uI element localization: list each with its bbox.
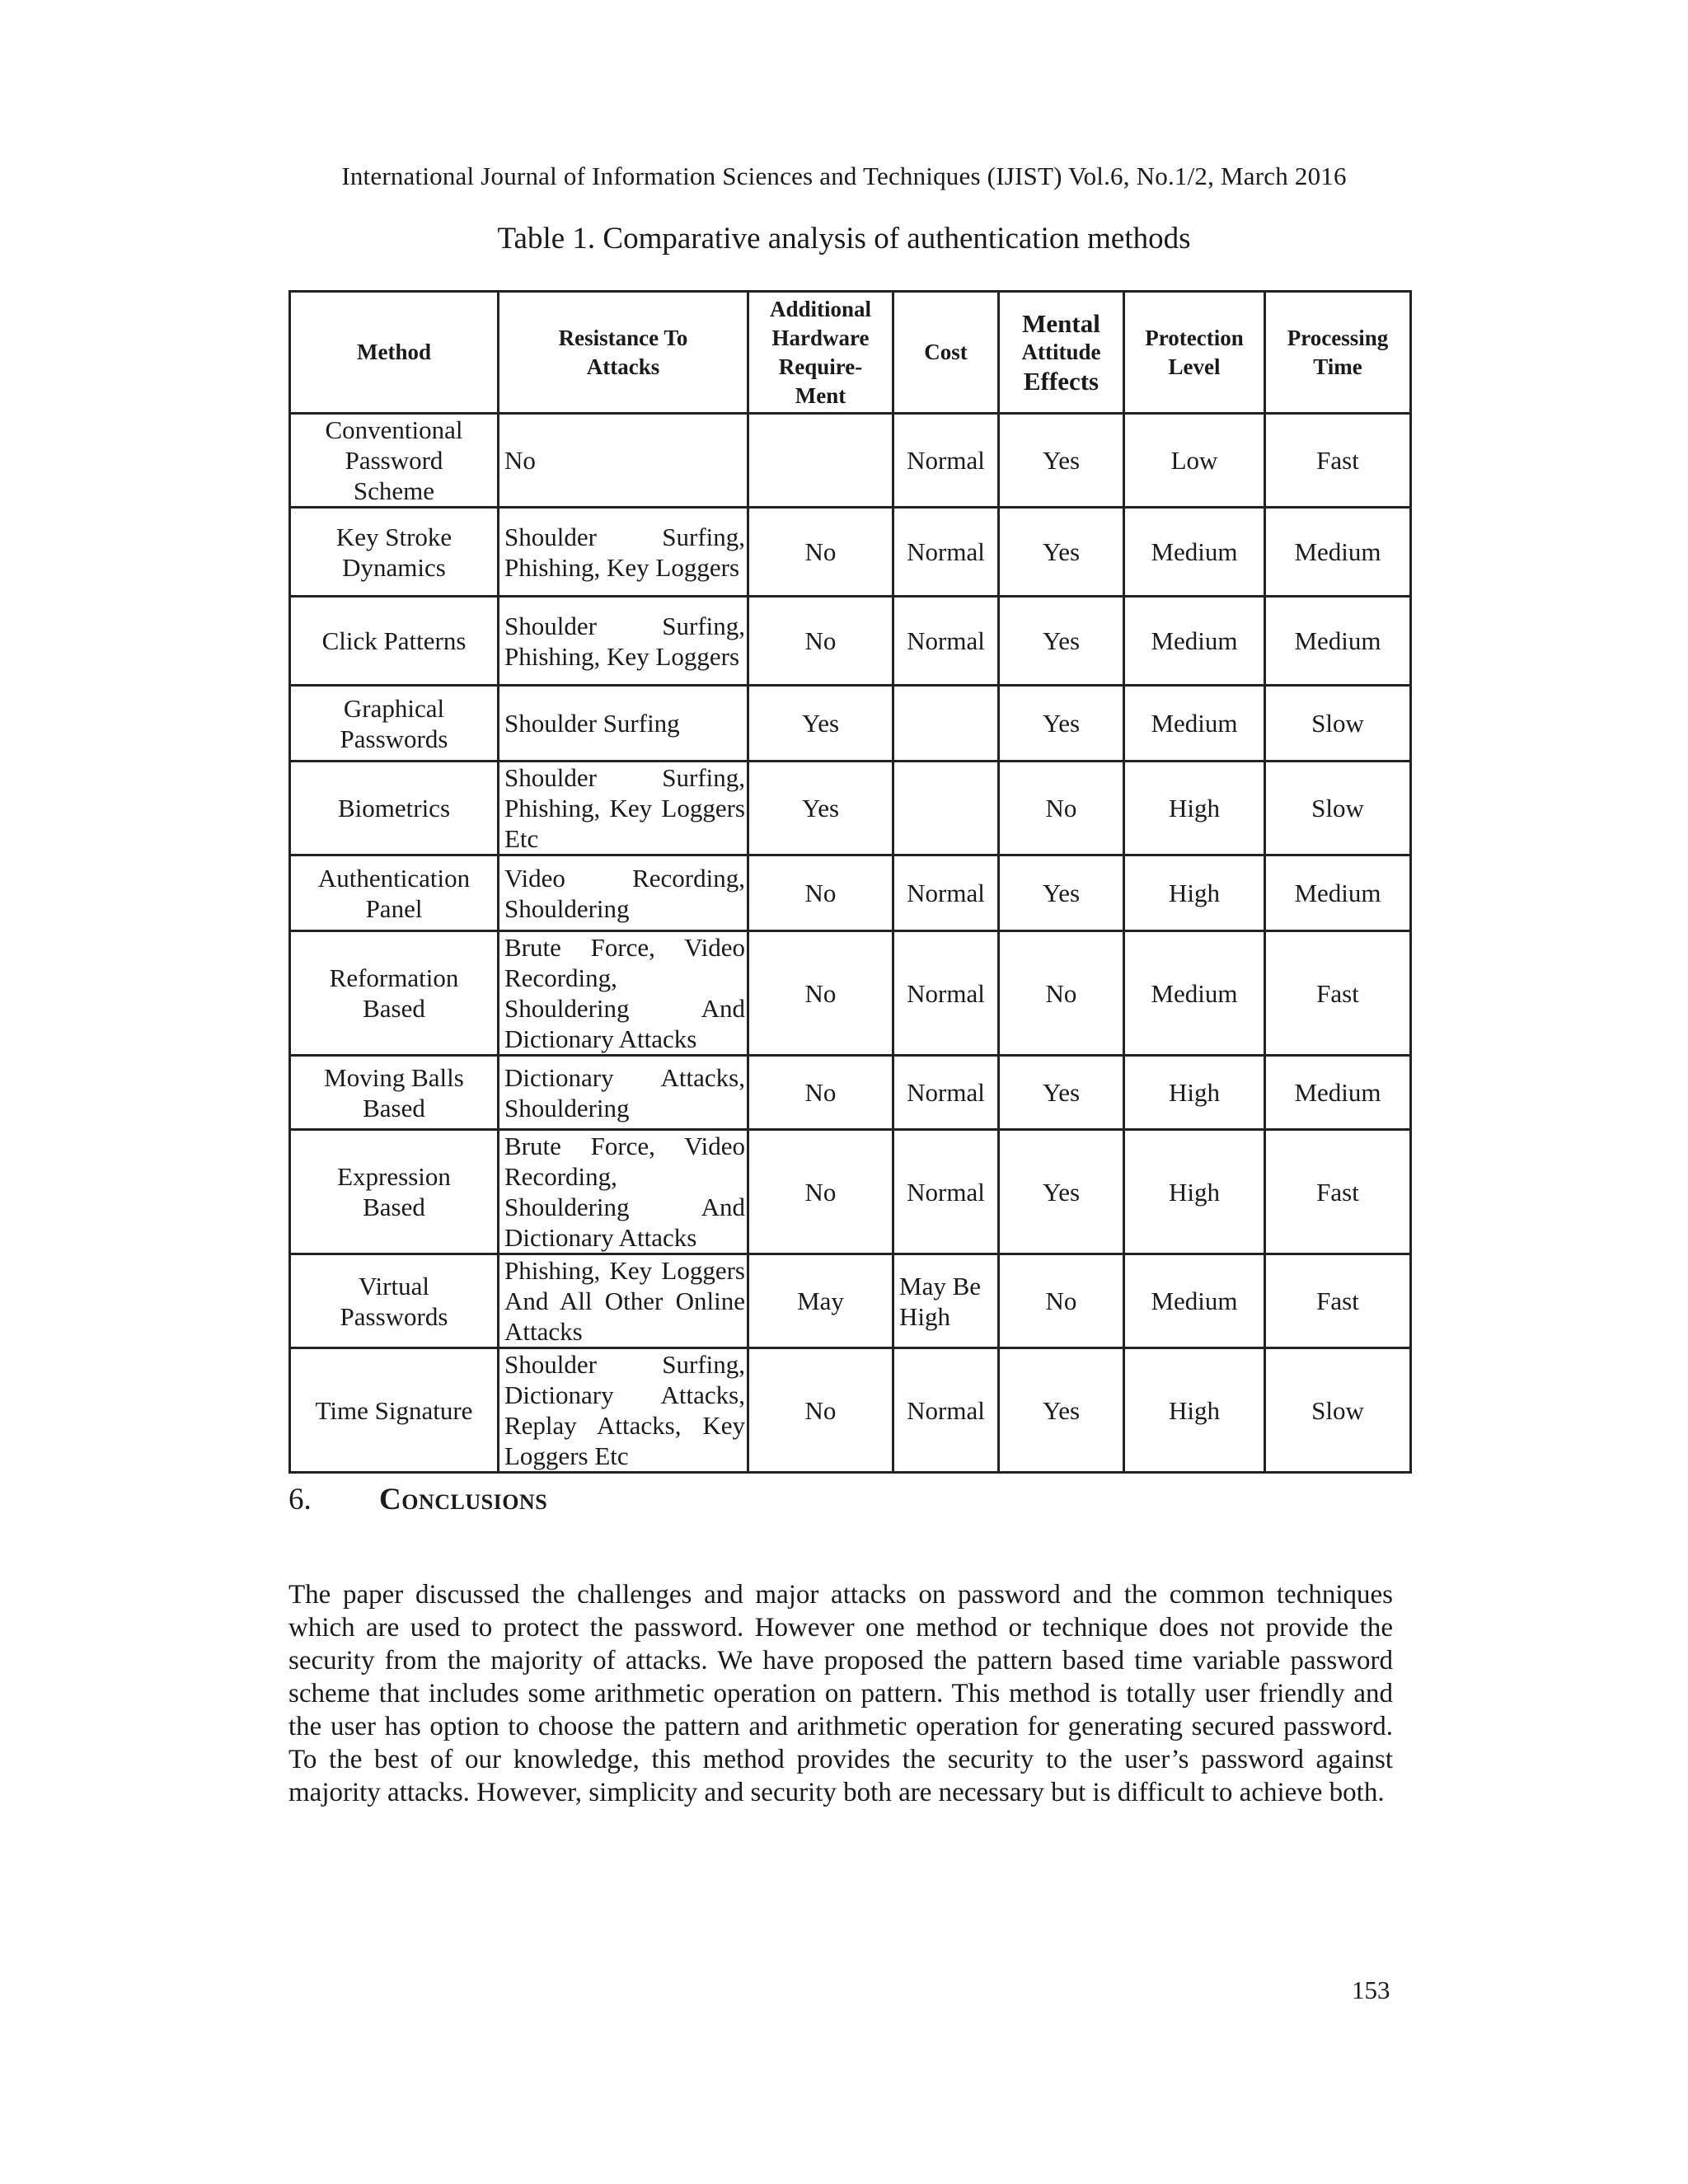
cell-mental: No <box>999 931 1124 1056</box>
method-line: Authentication <box>317 863 471 893</box>
cell-mental: No <box>999 1254 1124 1348</box>
cell-mental: Yes <box>999 414 1124 508</box>
method-line: Conventional <box>325 415 463 444</box>
cell-method <box>290 931 499 1056</box>
method-line: Biometrics <box>337 794 451 823</box>
cell-resistance: Dictionary Attacks, Shouldering <box>499 1056 748 1130</box>
cell-method <box>290 855 499 931</box>
cell-processing: Medium <box>1265 508 1411 597</box>
cell-hardware: Yes <box>748 686 893 762</box>
section-number: 6. <box>288 1483 312 1516</box>
cell-hardware: No <box>748 597 893 686</box>
cell-cost: Normal <box>893 1348 999 1473</box>
cell-hardware: Yes <box>748 762 893 855</box>
table-header-row <box>290 292 1411 414</box>
section-title: Conclusions <box>379 1483 548 1516</box>
cell-resistance: Shoulder Surfing, Phishing, Key Loggers Etc <box>499 762 748 855</box>
table-row <box>290 508 1411 597</box>
cell-resistance: No <box>499 414 748 508</box>
cell-processing: Medium <box>1265 1056 1411 1130</box>
col-header-method <box>290 292 499 414</box>
cell-hardware: No <box>748 931 893 1056</box>
col-header-line: Level <box>1168 354 1221 379</box>
cell-protection: High <box>1124 855 1265 931</box>
table-row <box>290 1254 1411 1348</box>
col-header-processing <box>1265 292 1411 414</box>
method-line: Passwords <box>340 1301 448 1331</box>
table-row <box>290 597 1411 686</box>
cell-processing: Fast <box>1265 414 1411 508</box>
cell-method <box>290 414 499 508</box>
cell-hardware <box>748 414 893 508</box>
method-line: Moving Balls <box>324 1062 464 1092</box>
cell-processing: Slow <box>1265 686 1411 762</box>
col-header-line: Processing <box>1287 325 1389 350</box>
cell-processing: Slow <box>1265 762 1411 855</box>
cell-resistance: Shoulder Surfing, Dictionary Attacks, Replay Attacks, Key Loggers Etc <box>499 1348 748 1473</box>
cell-protection: High <box>1124 1348 1265 1473</box>
comparison-table-wrapper <box>288 290 1409 1474</box>
cell-protection: Medium <box>1124 686 1265 762</box>
col-header-line: Method <box>357 340 431 364</box>
cell-resistance: Shoulder Surfing, Phishing, Key Loggers <box>499 508 748 597</box>
col-header-line: Cost <box>924 340 968 364</box>
cell-cost: Normal <box>893 508 999 597</box>
method-line: Virtual <box>359 1271 429 1301</box>
col-header-line: Attitude <box>1021 340 1101 364</box>
cell-cost: May Be High <box>893 1254 999 1348</box>
table-row <box>290 855 1411 931</box>
cell-method <box>290 597 499 686</box>
cell-cost: Normal <box>893 1130 999 1254</box>
table-row <box>290 1056 1411 1130</box>
cell-protection: Low <box>1124 414 1265 508</box>
col-header-hardware <box>748 292 893 414</box>
col-header-line: Attacks <box>586 354 660 379</box>
col-header-line: Protection <box>1145 325 1244 350</box>
method-line: Panel <box>365 893 423 923</box>
cell-cost: Normal <box>893 931 999 1056</box>
method-line: Passwords <box>340 724 448 753</box>
table-row <box>290 1130 1411 1254</box>
cell-processing: Fast <box>1265 1254 1411 1348</box>
table-caption: Table 1. Comparative analysis of authentication methods <box>497 222 1191 255</box>
col-header-mental <box>999 292 1124 414</box>
col-header-cost <box>893 292 999 414</box>
method-line: Click Patterns <box>321 626 467 655</box>
cell-hardware: No <box>748 855 893 931</box>
journal-header: International Journal of Information Sciences and Techniques (IJIST) Vol.6, No.1/2, March 2016 <box>341 162 1347 190</box>
cell-method <box>290 1254 499 1348</box>
method-line: Reformation <box>329 963 459 992</box>
cell-mental: Yes <box>999 1130 1124 1254</box>
method-line: Key Stroke <box>335 522 452 551</box>
cell-mental: Yes <box>999 597 1124 686</box>
col-header-protection <box>1124 292 1265 414</box>
cell-processing: Medium <box>1265 597 1411 686</box>
cell-mental: Yes <box>999 686 1124 762</box>
cell-mental: Yes <box>999 508 1124 597</box>
cell-processing: Medium <box>1265 855 1411 931</box>
col-header-line: Hardware <box>771 325 870 350</box>
cell-protection: Medium <box>1124 931 1265 1056</box>
col-header-line: Additional <box>769 296 872 321</box>
cell-resistance: Phishing, Key Loggers And All Other Online Attacks <box>499 1254 748 1348</box>
cell-protection: Medium <box>1124 1254 1265 1348</box>
cell-resistance: Shoulder Surfing <box>499 686 748 762</box>
comparison-table <box>288 290 1412 1474</box>
cell-hardware: No <box>748 508 893 597</box>
cell-hardware: No <box>748 1130 893 1254</box>
cell-cost: Normal <box>893 855 999 931</box>
cell-method <box>290 1130 499 1254</box>
cell-method <box>290 762 499 855</box>
page-number: 153 <box>1352 1975 1390 2004</box>
col-header-line: Time <box>1313 354 1362 379</box>
cell-protection: Medium <box>1124 597 1265 686</box>
cell-mental: Yes <box>999 855 1124 931</box>
cell-resistance: Video Recording, Shouldering <box>499 855 748 931</box>
method-line: Graphical <box>343 693 445 723</box>
cell-hardware: No <box>748 1056 893 1130</box>
cell-mental: No <box>999 762 1124 855</box>
cell-processing: Fast <box>1265 931 1411 1056</box>
method-line: Dynamics <box>342 552 446 582</box>
cell-protection: High <box>1124 762 1265 855</box>
cell-cost: Normal <box>893 1056 999 1130</box>
cell-protection: High <box>1124 1056 1265 1130</box>
cell-hardware: May <box>748 1254 893 1348</box>
conclusion-paragraph: The paper discussed the challenges and major attacks on password and the common techniques which are used to protect the password. However one method or technique does not provide the security from the majority of attacks. We have proposed the pattern based time variable password scheme that includes some arithmetic operation on pattern. This method is totally user friendly and the user has option to choose the pattern and arithmetic operation for generating secured password. To the best of our knowledge, this method provides the security to the user’s password against majority attacks. However, simplicity and security both are necessary but is difficult to achieve both. <box>288 1580 1393 1807</box>
col-header-line: Mental <box>1022 309 1100 338</box>
col-header-line: Resistance To <box>558 325 688 350</box>
method-line: Time Signature <box>315 1395 473 1425</box>
cell-resistance: Shoulder Surfing, Phishing, Key Loggers <box>499 597 748 686</box>
cell-cost <box>893 686 999 762</box>
cell-method <box>290 686 499 762</box>
section-heading <box>288 1482 547 1517</box>
method-line: Scheme <box>353 476 435 505</box>
cell-mental: Yes <box>999 1056 1124 1130</box>
cell-processing: Fast <box>1265 1130 1411 1254</box>
col-header-resistance <box>499 292 748 414</box>
cell-cost <box>893 762 999 855</box>
method-line: Based <box>363 994 425 1023</box>
cell-mental: Yes <box>999 1348 1124 1473</box>
cell-cost: Normal <box>893 597 999 686</box>
table-row <box>290 1348 1411 1473</box>
cell-protection: High <box>1124 1130 1265 1254</box>
method-line: Expression <box>337 1162 451 1191</box>
cell-hardware: No <box>748 1348 893 1473</box>
col-header-line: Effects <box>1023 367 1100 396</box>
method-line: Password <box>345 446 443 475</box>
table-row <box>290 686 1411 762</box>
cell-processing: Slow <box>1265 1348 1411 1473</box>
cell-method <box>290 508 499 597</box>
cell-resistance: Brute Force, Video Recording, Shouldering And Dictionary Attacks <box>499 1130 748 1254</box>
table-row <box>290 762 1411 855</box>
cell-cost: Normal <box>893 414 999 508</box>
col-header-line: Require- <box>778 354 863 379</box>
table-row <box>290 931 1411 1056</box>
method-line: Based <box>363 1193 425 1221</box>
cell-resistance: Brute Force, Video Recording, Shouldering And Dictionary Attacks <box>499 931 748 1056</box>
table-row <box>290 414 1411 508</box>
method-line: Based <box>363 1093 425 1122</box>
cell-method <box>290 1056 499 1130</box>
cell-protection: Medium <box>1124 508 1265 597</box>
col-header-line: Ment <box>795 382 846 408</box>
cell-method <box>290 1348 499 1473</box>
